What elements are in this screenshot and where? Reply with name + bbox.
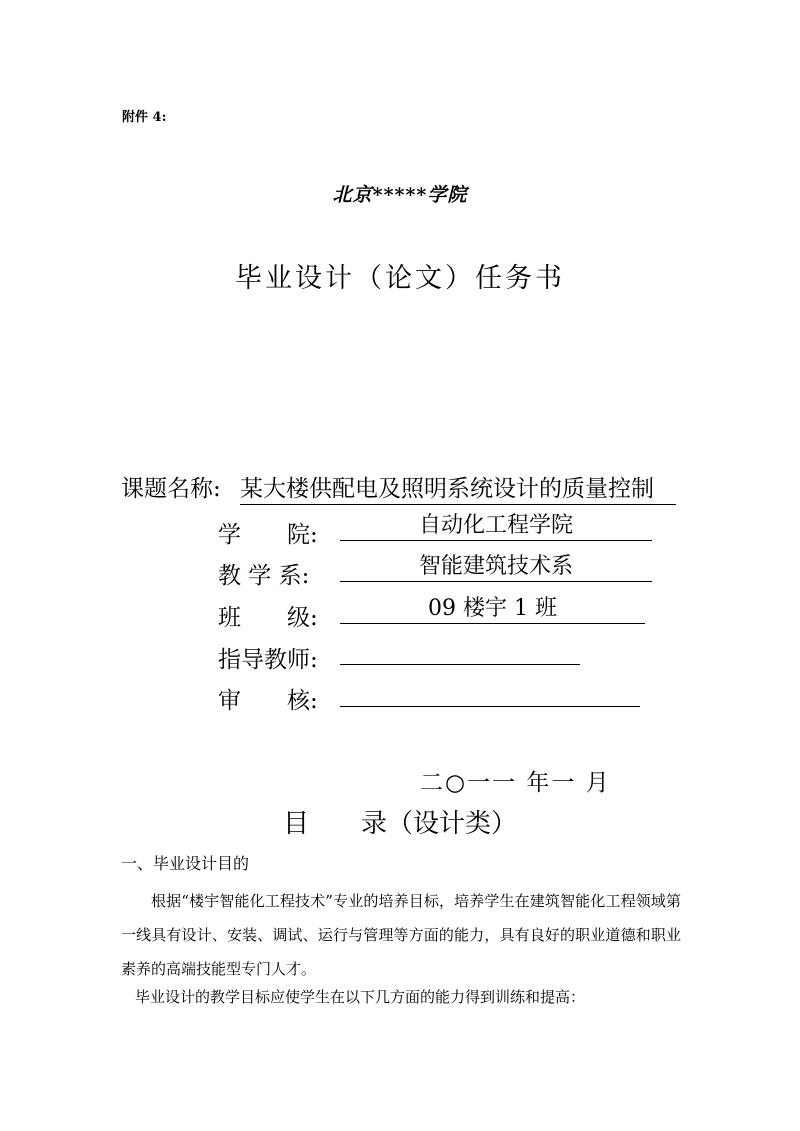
toc-title: 目 录（设计类）	[282, 809, 517, 839]
advisor-value	[340, 636, 580, 665]
school-name: 北京*****学院	[332, 184, 468, 206]
class-label: 班 级:	[218, 605, 318, 631]
college-label: 学 院:	[218, 522, 318, 548]
paragraph-objectives: 根据“楼宇智能化工程技术”专业的培养目标，培养学生在建筑智能化工程领域第一线具有设计、安装、调试、运行与管理等方面的能力，具有良好的职业道德和职业素养的高端技能型专门人才。	[121, 892, 681, 978]
document-title: 毕业设计（论文）任务书	[235, 263, 565, 294]
college-value: 自动化工程学院	[340, 512, 652, 541]
department-value: 智能建筑技术系	[340, 553, 652, 582]
attachment-label: 附件 4:	[122, 110, 167, 125]
class-value: 09 楼宇 1 班	[340, 595, 645, 624]
paragraph-goals: 毕业设计的教学目标应使学生在以下几方面的能力得到训练和提高：	[135, 988, 586, 1006]
topic-value: 某大楼供配电及照明系统设计的质量控制	[240, 470, 676, 505]
department-label: 教 学 系:	[218, 563, 310, 589]
review-value	[340, 678, 640, 707]
review-label: 审 核:	[218, 688, 318, 714]
advisor-label: 指导教师:	[218, 647, 318, 673]
topic-label: 课题名称:	[121, 476, 221, 502]
date-line: 二○一一 年一 月	[420, 770, 611, 796]
section-heading: 一、毕业设计目的	[121, 854, 250, 873]
